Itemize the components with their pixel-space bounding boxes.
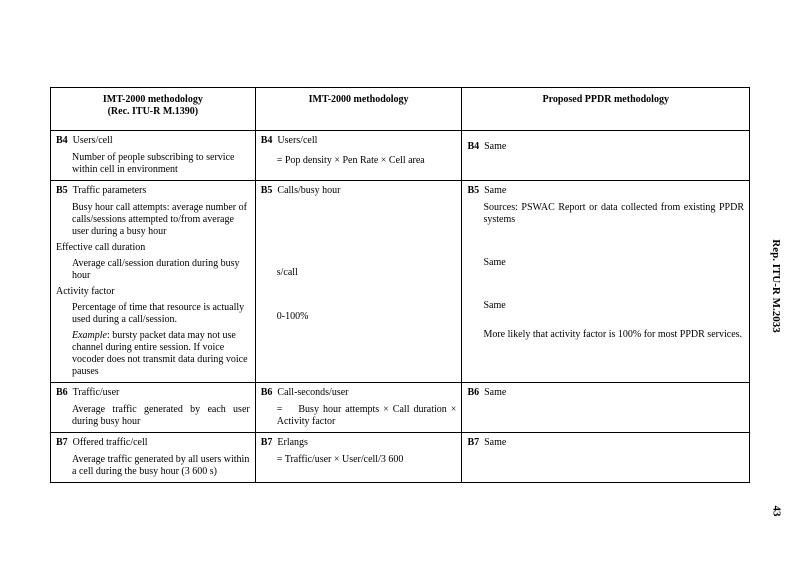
row-code: B6	[56, 387, 68, 398]
row-formula: = Pop density × Pen Rate × Cell area	[276, 155, 425, 166]
row-code: B6	[467, 387, 480, 398]
row-description: Average traffic generated by all users within a cell during the busy hour (3 600 s)	[72, 454, 250, 477]
row-title: Users/cell	[72, 135, 113, 146]
row-title: Offered traffic/cell	[72, 437, 148, 448]
busy-hour-text: Busy hour call attempts: average number of calls/sessions attempted to/from average user during a busy hour	[72, 202, 247, 237]
same-duration: Same	[483, 257, 506, 268]
row-formula: = Busy hour attempts × Call duration × Activity factor	[276, 404, 459, 427]
header-text: IMT-2000 methodology	[308, 94, 409, 105]
row-description: Number of people subscribing to service within cell in environment	[72, 152, 235, 175]
b5-imt1390-cell	[51, 181, 256, 383]
same-activity: Same	[483, 300, 506, 311]
example-text: : bursty packet data may not use channel during entire session. If voice vocoder does not transmit data during voice pauses	[72, 330, 248, 377]
row-code: B5	[260, 185, 273, 196]
row-code: B7	[56, 437, 68, 448]
row-b7	[51, 433, 750, 483]
row-title: Traffic parameters	[72, 185, 147, 196]
row-title: Call-seconds/user	[277, 387, 349, 398]
b6-ppdr-cell	[462, 383, 750, 433]
effective-duration-title: Effective call duration	[56, 242, 146, 253]
row-same: Same	[484, 387, 507, 398]
row-code: B5	[56, 185, 68, 196]
row-title: Calls/busy hour	[277, 185, 341, 196]
row-code: B7	[467, 437, 480, 448]
row-description: Average traffic generated by each user during busy hour	[72, 404, 250, 427]
b4-imt-cell	[255, 131, 462, 181]
b5-imt-cell	[255, 181, 462, 383]
b6-imt-cell	[255, 383, 462, 433]
b5-ppdr-cell	[462, 181, 750, 383]
methodology-table	[50, 87, 750, 483]
header-text: Proposed PPDR methodology	[542, 94, 669, 105]
row-code: B6	[260, 387, 273, 398]
row-code: B5	[467, 185, 480, 196]
row-title: Erlangs	[277, 437, 308, 448]
activity-factor-title: Activity factor	[56, 286, 115, 297]
row-b4	[51, 131, 750, 181]
header-imt-m1390	[51, 88, 256, 131]
row-b5	[51, 181, 750, 383]
example-label: Example	[72, 330, 107, 341]
row-same: Same	[484, 437, 507, 448]
row-b6	[51, 383, 750, 433]
sources-text: Sources: PSWAC Report or data collected from existing PPDR systems	[483, 202, 744, 225]
row-code: B7	[260, 437, 273, 448]
b4-imt1390-cell	[51, 131, 256, 181]
activity-factor-text: Percentage of time that resource is actually used during a call/session.	[72, 302, 245, 325]
b4-ppdr-cell	[462, 131, 750, 181]
row-code: B4	[467, 141, 480, 152]
row-code: B4	[56, 135, 68, 146]
activity-range: 0-100%	[276, 311, 309, 322]
b6-imt1390-cell	[51, 383, 256, 433]
b7-ppdr-cell	[462, 433, 750, 483]
running-title: Rep. ITU-R M.2033	[769, 239, 782, 333]
header-imt	[255, 88, 462, 131]
row-formula: = Traffic/user × User/cell/3 600	[276, 454, 404, 465]
row-code: B4	[260, 135, 273, 146]
row-title: Users/cell	[277, 135, 318, 146]
header-row	[51, 88, 750, 131]
b7-imt1390-cell	[51, 433, 256, 483]
row-title: Traffic/user	[72, 387, 120, 398]
effective-duration-text: Average call/session duration during busy hour	[72, 258, 240, 281]
row-same: Same	[484, 141, 507, 152]
row-title: Same	[484, 185, 507, 196]
call-duration-unit: s/call	[276, 267, 298, 278]
activity-note: More likely that activity factor is 100% for most PPDR services.	[483, 329, 743, 340]
header-ppdr	[462, 88, 750, 131]
b7-imt-cell	[255, 433, 462, 483]
page-number: 43	[770, 505, 783, 517]
activity-example	[56, 330, 250, 378]
header-text: IMT-2000 methodology (Rec. ITU-R M.1390)	[102, 94, 203, 117]
